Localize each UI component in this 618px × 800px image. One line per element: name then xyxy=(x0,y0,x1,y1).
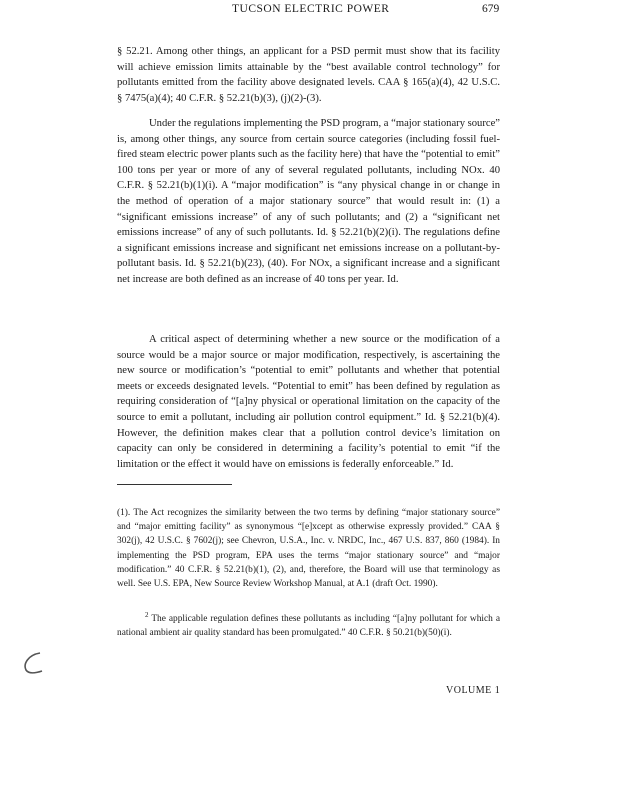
footnote-1-text: (1). The Act recognizes the similarity between the two terms by defining “major stationary source” and “major emitting facility” as synonymous “[e]xcept as otherwise expressly provided.” CAA § 302(j), 42 U.S.C. § 7602(j); see Chevron, U.S.A., Inc. v. NRDC, Inc., 467 U.S. 837, 860 (1984). In implementing the PSD program, EPA uses the terms “major stationary source” and “major modification.” 40 C.F.R. § 52.21(b)(1), (2), and, therefore, the Board will use that terminology as well. See U.S. EPA, New Source Review Workshop Manual, at A.1 (draft Oct. 1990). xyxy=(117,508,500,590)
body-paragraph-3: A critical aspect of determining whether a new source or the modification of a source would be a major source or major modification, respectively, is ascertaining the new source or modification’s “potential to emit” pollutants and whether that potential meets or exceeds designated levels. “Potential to emit” has been defined by regulation as requiring consideration of “[a]ny physical or operational limitation on the capacity of the source to emit a pollutant, including air pollution control equipment.” Id. § 52.21(b)(4). However, the definition makes clear that a pollution control device’s limitation on capacity can only be considered in determining a facility’s potential to emit “if the limitation or the effect it would have on emissions is federally enforceable.” Id. xyxy=(117,334,500,470)
margin-scan-mark xyxy=(20,650,46,676)
body-paragraph-1: § 52.21. Among other things, an applicant for a PSD permit must show that its facility will achieve emission limits attainable by the “best available control technology” for pollutants emitted from the facility above designated levels. CAA § 165(a)(4), 42 U.S.C. § 7475(a)(4); 40 C.F.R. § 52.21(b)(3), (j)(2)-(3). xyxy=(117,46,500,104)
page-header xyxy=(0,0,618,24)
footnote-2-mark: 2 xyxy=(145,610,149,619)
footnote-2-text: The applicable regulation defines these pollutants as including “[a]ny pollutant for which a national ambient air quality standard has been promulgated.” 40 C.F.R. § 50.21(b)(50)(i). xyxy=(117,614,500,639)
running-head: TUCSON ELECTRIC POWER xyxy=(232,3,390,15)
page-number: 679 xyxy=(482,3,500,15)
volume-label: VOLUME 1 xyxy=(446,685,501,696)
footnote-1 xyxy=(117,506,500,591)
footnote-2 xyxy=(117,612,500,640)
body-paragraph-2: Under the regulations implementing the PSD program, a “major stationary source” is, among other things, any source from certain source categories (including fossil fuel-fired steam electric power plants such as the facility here) that have the “potential to emit” 100 tons per year or more of any of several regulated pollutants, including NOx. 40 C.F.R. § 52.21(b)(1)(i). A “major modification” is “any physical change in or change in the method of operation of a major stationary source” that would result in: (1) a “significant emissions increase” of any of such pollutants; and (2) a “significant net emissions increase” of any of such pollutants. Id. § 52.21(b)(2)(i). The regulations define a significant emissions increase and significant net emissions increase on a pollutant-by-pollutant basis. Id. § 52.21(b)(23), (40). For NOx, a significant increase and a significant net increase are both defined as an increase of 40 tons per year. Id. xyxy=(117,118,500,285)
footnote-separator xyxy=(117,484,232,485)
